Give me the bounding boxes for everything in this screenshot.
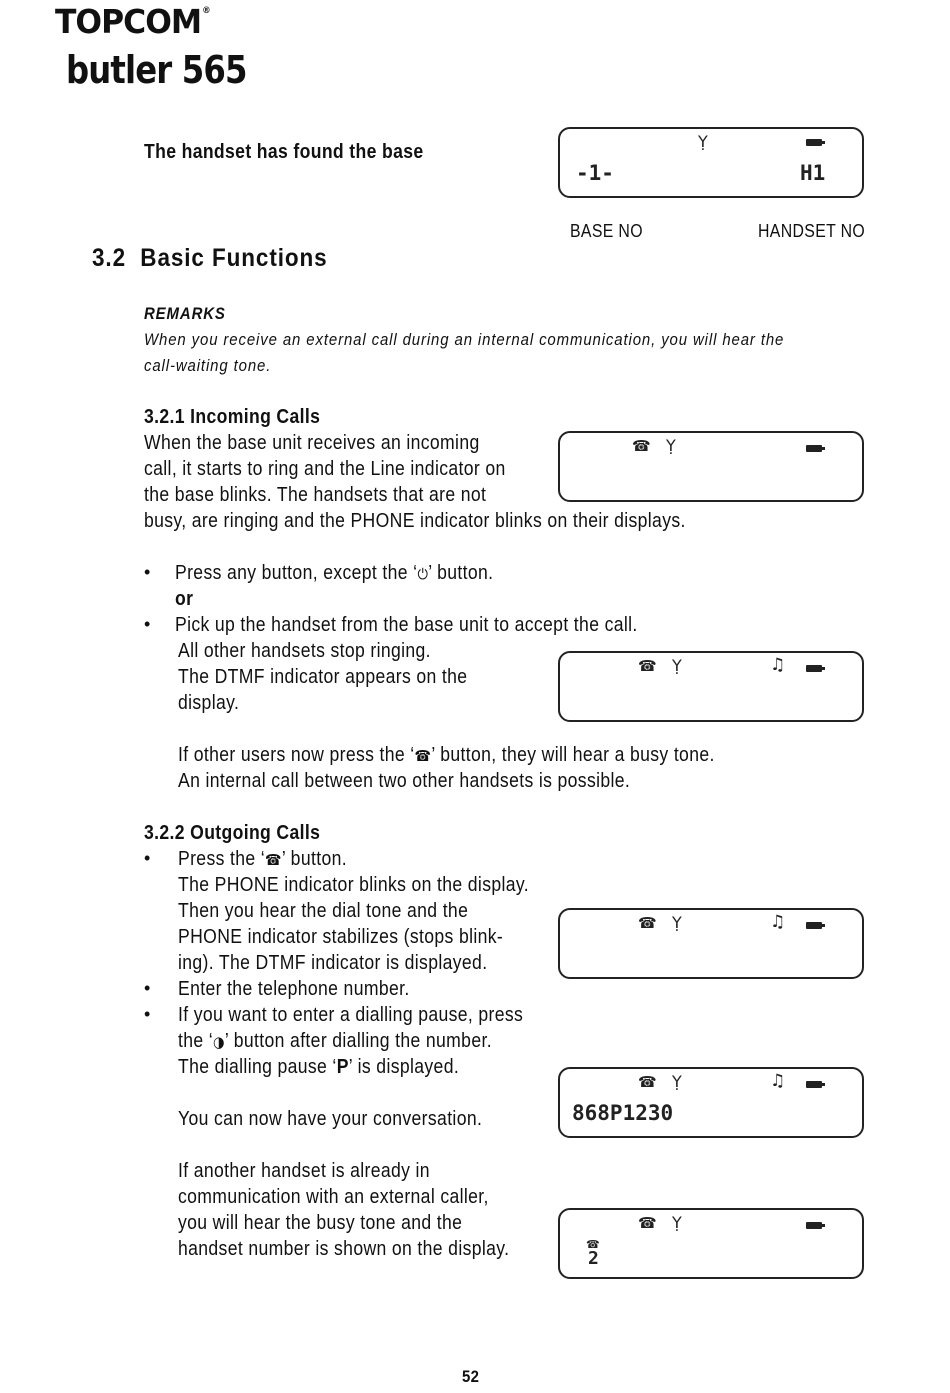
bullet-press-pre: Press any button, except the ‘ [175,562,418,584]
pause-line-2 [178,1028,492,1055]
dtmf-note-icon: ♫ [770,655,786,675]
outgoing-heading: 3.2.2 Outgoing Calls [144,822,321,844]
lcd-dialled-number: 868P1230 [572,1101,674,1125]
lcd-handset-number: H1 [800,161,826,185]
battery-icon [806,922,822,929]
busy-line-4: handset number is shown on the display. [178,1238,510,1260]
remarks-line-1: When you receive an external call during an internal communication, you will hear the [144,330,785,349]
after-line-3: display. [178,692,240,714]
lcd-display-dial-tone [558,908,864,979]
section-number: 3.2 [92,244,126,272]
busy-line-3: you will hear the busy tone and the [178,1212,463,1234]
after-line-2: The DTMF indicator appears on the [178,666,468,688]
lcd-display-dtmf [558,651,864,722]
lcd-display-incoming [558,431,864,502]
found-base-text: The handset has found the base [144,141,424,163]
ringing-phone-icon: ☎ [638,1214,657,1232]
lcd-display-busy [558,1208,864,1279]
outgoing-line-a1: The PHONE indicator blinks on the display. [178,874,529,896]
bullet: • [144,978,151,998]
battery-icon [806,665,822,672]
bullet: • [144,562,151,582]
pause2-post: ’ button after dialling the number. [224,1030,492,1052]
antenna-icon: Ỵ [666,436,676,455]
remarks-heading: REMARKS [144,304,226,323]
incoming-heading: 3.2.1 Incoming Calls [144,406,321,428]
antenna-icon: Ỵ [672,1072,682,1091]
pause2-pre: the ‘ [178,1030,214,1052]
busy-pre: If other users now press the ‘ [178,744,415,766]
busy-tone-line [178,742,715,769]
antenna-icon: Ỵ [672,1213,682,1232]
dtmf-note-icon: ♫ [770,912,786,932]
pause-displayed-line [178,1054,459,1080]
pause-disp-post: ’ is displayed. [348,1056,460,1078]
bullet-press-any-button [175,560,493,587]
lcd-handset-number: 2 [588,1248,599,1269]
lcd-display-found-base [558,127,864,198]
model-logo: butler 565 [66,48,247,92]
antenna-icon: Ỵ [672,913,682,932]
incoming-line-1: When the base unit receives an incoming [144,432,480,454]
conversation-line: You can now have your conversation. [178,1108,483,1130]
lcd-display-number [558,1067,864,1138]
section-title: Basic Functions [140,244,328,272]
section-heading [92,244,328,273]
bullet-pick-up: Pick up the handset from the base unit to accept the call. [175,614,638,636]
pause-line-1: If you want to enter a dialling pause, press [178,1004,524,1026]
press-post: ’ button. [281,848,347,870]
outgoing-line-a4: ing). The DTMF indicator is displayed. [178,952,488,974]
press-phone-line [178,846,347,873]
battery-icon [806,1222,822,1229]
busy-line-2: communication with an external caller, [178,1186,489,1208]
battery-icon [806,139,822,146]
ringing-phone-icon: ☎ [632,437,651,455]
brand-name: TOPCOM [55,2,202,41]
phone-icon: ☎ [414,747,432,765]
phone-icon: ☎ [638,914,657,932]
incoming-line-4: busy, are ringing and the PHONE indicator blinks on their displays. [144,510,686,532]
ringing-phone-icon: ☎ [586,1238,600,1251]
dtmf-note-icon: ♫ [770,1071,786,1091]
page-number: 52 [462,1367,480,1386]
phone-icon: ☎ [265,851,282,869]
bullet: • [144,1004,151,1024]
incoming-line-3: the base blinks. The handsets that are not [144,484,487,506]
handset-no-label: HANDSET NO [758,221,866,241]
antenna-icon: Ỵ [698,132,708,151]
outgoing-line-a2: Then you hear the dial tone and the [178,900,469,922]
pause-disp-bold: P [336,1056,349,1078]
incoming-line-2: call, it starts to ring and the Line indicator on [144,458,506,480]
after-line-1: All other handsets stop ringing. [178,640,431,662]
battery-icon [806,445,822,452]
bullet: • [144,614,151,634]
antenna-icon: Ỵ [672,656,682,675]
phone-icon: ☎ [638,657,657,675]
press-pre: Press the ‘ [178,848,266,870]
battery-icon [806,1081,822,1088]
pause-icon: ◑ [213,1033,225,1051]
enter-number-line: Enter the telephone number. [178,978,410,1000]
pause-disp-pre: The dialling pause ‘ [178,1056,337,1078]
lcd-base-number: -1- [576,161,614,185]
base-no-label: BASE NO [570,221,643,241]
power-icon: ⏻ [417,565,429,583]
busy-line-1: If another handset is already in [178,1160,430,1182]
registered-mark: ® [202,6,210,16]
internal-call-line: An internal call between two other handsets is possible. [178,770,631,792]
or-text: or [175,588,194,610]
brand-logo [55,2,210,41]
outgoing-line-a3: PHONE indicator stabilizes (stops blink- [178,926,504,948]
phone-icon: ☎ [638,1073,657,1091]
bullet: • [144,848,151,868]
remarks-line-2: call-waiting tone. [144,356,272,375]
busy-post: ’ button, they will hear a busy tone. [431,744,715,766]
bullet-press-post: ’ button. [428,562,494,584]
